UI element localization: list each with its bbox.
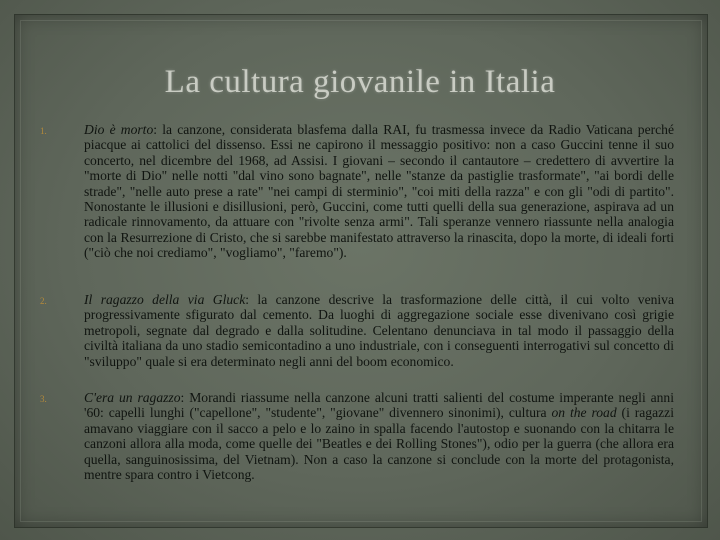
- item-number: 3.: [40, 394, 47, 404]
- song-title: Il ragazzo della via Gluck: [84, 292, 246, 307]
- slide-title: La cultura giovanile in Italia: [164, 64, 556, 100]
- item-text: : la canzone descrive la trasformazione delle città, il cui volto veniva progressivamente sfigurato dal cemento. Da luoghi di aggregazione sociale esse divenivano così grigie metropoli, segnate dal degrado e dalla solitudine. Celentano denunciava in tal modo il passaggio della civiltà italiana da uno stadio semicontadino a uno industriale, con i conseguenti interrogativi sul concetto di "sviluppo" quale si era determinato negli anni del boom economico.: [84, 292, 675, 369]
- item-text: : Morandi riassume nella canzone alcuni tratti salienti del costume imperante negli anni '60: capelli lunghi ("capellone", "studente", "giovane" divennero sinonimi), cultura: [84, 390, 675, 421]
- song-title: C'era un ragazzo: [84, 390, 181, 405]
- item-text: : la canzone, considerata blasfema dalla RAI, fu trasmessa invece da Radio Vaticana perché piacque ai cattolici del dissenso. Essi ne capirono il messaggio positivo: non a caso Guccini tenne il suo concerto, nel dicembre del 1968, ad Assisi. I giovani – secondo il cantautore – credettero di avvertire la "morte di Dio" nelle notti "dal vino sono bagnate", nelle "stanze da pastiglie trasformate", "ai bordi delle strade", "nelle auto prese a rate" "nei campi di sterminio", "coi miti della razza" e con gli "odi di partito". Nonostante le illusioni e disillusioni, però, Guccini, come tutti quelli della sua generazione, aspirava ad un radicale rinnovamento, da attuare con "rivolte senza armi". Tali speranze vennero riassunte nella analogia con la Resurrezione di Cristo, che si sarebbe manifestato attraverso la rinascita, dopo la morte, di ideali forti ("ciò che noi crediamo", "vogliamo", "faremo").: [84, 122, 674, 261]
- italic-phrase: on the road: [551, 405, 617, 421]
- item-number: 2.: [40, 296, 47, 306]
- item-number: 1.: [40, 126, 47, 136]
- song-title: Dio è morto: [84, 122, 154, 137]
- item-text: (i ragazzi amavano viaggiare con il sacco a pelo e lo zaino in spalla facendo l'autostop e suonando con la chitarra le canzoni allora alla moda, come quelle dei "Beatles e dei Rolling Stones"), odio per la guerra (che allora era quella, sanguinosissima, del Vietnam). Non a caso la canzone si conclude con la morte del protagonista, mentre spara contro i Vietcong.: [84, 405, 674, 483]
- list-item: [40, 122, 674, 292]
- list-item: [40, 292, 675, 390]
- slide-content: [40, 122, 675, 483]
- list-item: [40, 390, 675, 483]
